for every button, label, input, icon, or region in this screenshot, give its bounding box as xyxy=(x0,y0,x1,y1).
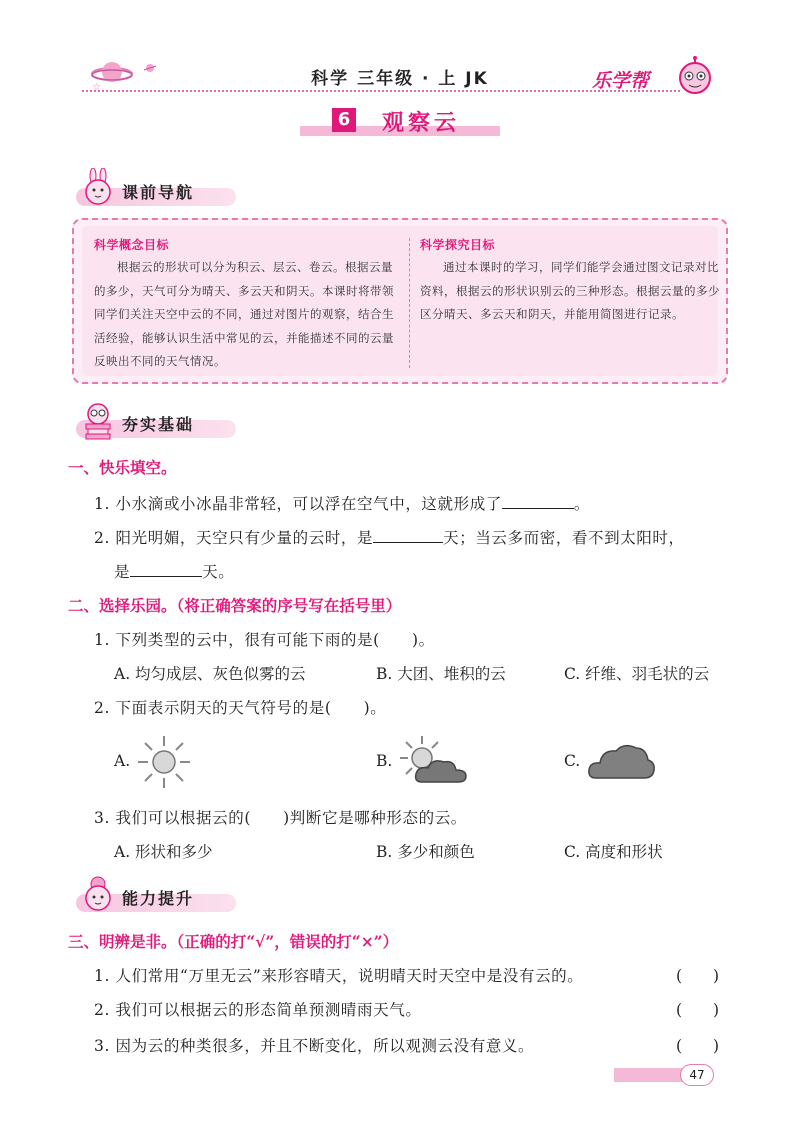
part3-item-2: 2. 我们可以根据云的形态简单预测晴雨天气。 xyxy=(94,1001,422,1019)
inquiry-goal-text: 通过本课时的学习，同学们能学会通过图文记录对比资料，根据云的形状识别云的三种形态。根据云量的多少区分晴天、多云天和阴天，并能用简图进行记录。 xyxy=(420,260,720,321)
overcast-cloud-icon xyxy=(586,738,656,784)
brand-logo xyxy=(592,56,722,96)
page-header xyxy=(60,50,740,100)
section-basics xyxy=(70,400,240,440)
part1-q1-text: 1. 小水滴或小冰晶非常轻，可以浮在空气中，这就形成了 xyxy=(94,495,502,513)
answer-paren[interactable]: ( ) xyxy=(676,1037,720,1055)
goals-inner xyxy=(82,226,718,376)
part2-q1-option-c: C. 纤维、羽毛状的云 xyxy=(564,665,710,683)
part2-heading-text: 二、选择乐园。 xyxy=(68,597,177,615)
part1-q2-cont xyxy=(114,560,234,582)
part2-q1: 1. 下列类型的云中，很有可能下雨的是( )。 xyxy=(94,631,435,649)
goals-box xyxy=(72,218,728,384)
section-pre-class xyxy=(70,168,240,208)
lesson-name: 观察云 xyxy=(382,111,461,136)
part2-q1-option-a: A. 均匀成层、灰色似雾的云 xyxy=(114,665,306,683)
part3-item-1: 1. 人们常用“万里无云”来形容晴天，说明晴天时天空中是没有云的。 xyxy=(94,967,584,985)
part2-q3-option-b: B. 多少和颜色 xyxy=(376,843,475,861)
robot-mascot-icon xyxy=(668,56,722,96)
page-number: 47 xyxy=(680,1064,714,1086)
section-label: 能力提升 xyxy=(122,889,195,908)
part2-q3-option-a: A. 形状和多少 xyxy=(114,843,213,861)
part2-q2-option-b: B. xyxy=(376,752,393,770)
goals-divider xyxy=(409,238,410,368)
part3-note: （正确的打“√”，错误的打“×”） xyxy=(176,932,399,951)
bunny-mascot-icon xyxy=(78,168,118,208)
concept-goal-title: 科学概念目标 xyxy=(94,238,170,252)
girl-mascot-icon xyxy=(78,874,118,914)
part3-heading xyxy=(68,930,398,952)
concept-goal-text: 根据云的形状可以分为积云、层云、卷云。根据云量的多少，天气可分为晴天、多云天和阴天。本课时将带领同学们关注天空中云的不同，通过对图片的观察，结合生活经验，能够认识生活中常见的云，并能描述不同的云量反映出不同的天气情况。 xyxy=(94,260,394,368)
book-mascot-icon xyxy=(78,400,118,440)
part1-q2-end: 天。 xyxy=(202,563,235,581)
answer-paren[interactable]: ( ) xyxy=(676,967,720,985)
brand-text: 乐学帮 xyxy=(592,70,650,92)
section-label: 课前导航 xyxy=(122,183,195,202)
part2-q3: 3. 我们可以根据云的( )判断它是哪种形态的云。 xyxy=(94,809,467,827)
part2-note: （将正确答案的序号写在括号里） xyxy=(176,596,402,615)
inquiry-goal xyxy=(420,236,720,327)
part1-q2 xyxy=(94,526,685,548)
part1-q1 xyxy=(94,492,590,514)
answer-blank[interactable] xyxy=(373,527,443,543)
part1-q1-end: 。 xyxy=(573,495,591,513)
answer-blank[interactable] xyxy=(502,493,574,509)
section-label: 夯实基础 xyxy=(122,415,195,434)
svg-text:☆: ☆ xyxy=(92,82,101,92)
part3-heading-text: 三、明辨是非。 xyxy=(68,933,177,951)
book-title: 科学 三年级 · 上 JK xyxy=(311,69,489,89)
answer-paren[interactable]: ( ) xyxy=(676,1001,720,1019)
part1-q2-text3: 是 xyxy=(114,563,131,581)
concept-goal xyxy=(94,236,402,374)
inquiry-goal-title: 科学探究目标 xyxy=(420,238,496,252)
lesson-title xyxy=(300,106,500,136)
part2-q1-option-b: B. 大团、堆积的云 xyxy=(376,665,506,683)
part2-heading xyxy=(68,594,401,616)
part3-item-3: 3. 因为云的种类很多，并且不断变化，所以观测云没有意义。 xyxy=(94,1037,535,1055)
part2-q2-option-a: A. xyxy=(114,752,131,770)
part1-heading: 一、快乐填空。 xyxy=(68,459,177,477)
part1-q2-text2: 天；当云多而密，看不到太阳时， xyxy=(443,529,685,547)
part2-q3-option-c: C. 高度和形状 xyxy=(564,843,663,861)
part2-q2-option-c: C. xyxy=(564,752,581,770)
sunny-icon xyxy=(136,734,192,790)
part1-q2-text: 2. 阳光明媚，天空只有少量的云时，是 xyxy=(94,529,374,547)
part2-q2: 2. 下面表示阴天的天气符号的是( )。 xyxy=(94,699,387,717)
header-dotted-line xyxy=(82,90,680,92)
section-ability xyxy=(70,874,240,914)
lesson-number: 6 xyxy=(332,108,356,132)
answer-blank[interactable] xyxy=(130,561,202,577)
partly-cloudy-icon xyxy=(396,734,472,790)
